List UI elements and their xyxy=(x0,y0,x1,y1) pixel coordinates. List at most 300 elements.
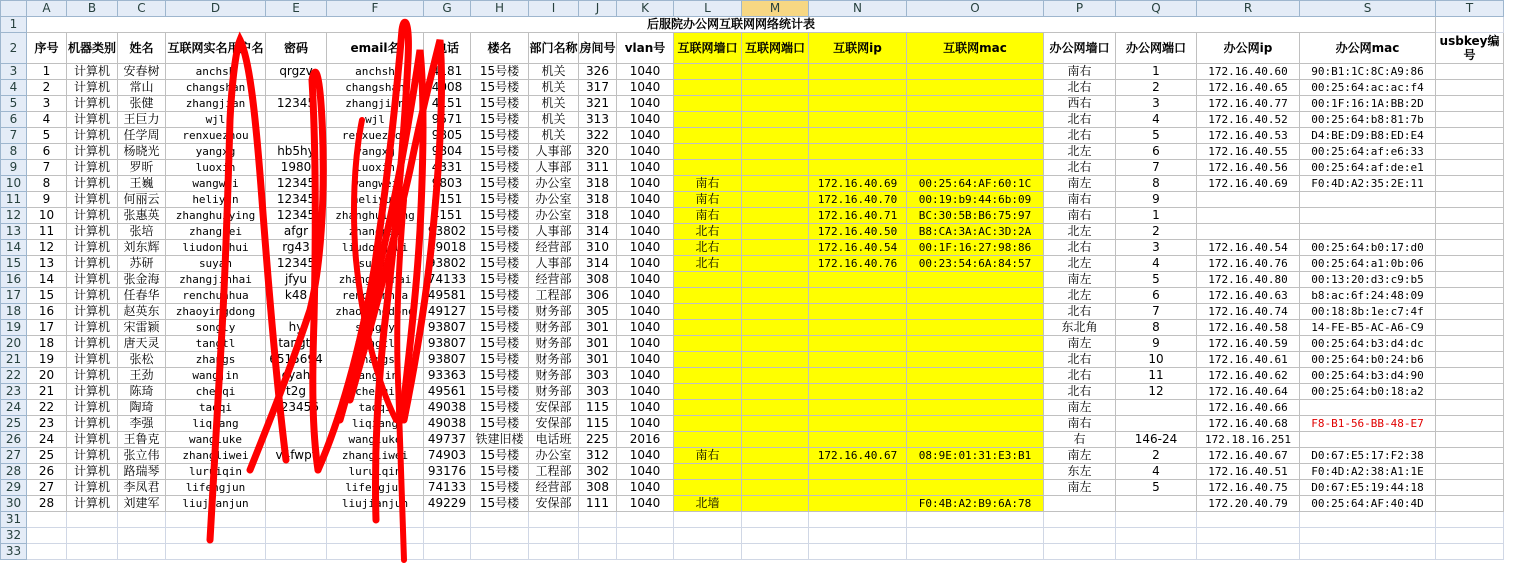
table-cell[interactable]: 计算机 xyxy=(67,272,118,288)
table-cell[interactable]: 49127 xyxy=(424,304,471,320)
row-header[interactable]: 25 xyxy=(1,416,27,432)
table-cell[interactable]: 12345 xyxy=(266,208,327,224)
table-cell[interactable]: luruiqin xyxy=(327,464,424,480)
table-cell[interactable]: 1040 xyxy=(617,192,674,208)
table-cell[interactable]: 6 xyxy=(1116,144,1197,160)
table-cell[interactable]: 74133 xyxy=(424,480,471,496)
table-cell[interactable]: 172.16.40.69 xyxy=(1197,176,1300,192)
table-cell[interactable] xyxy=(809,80,907,96)
row-header[interactable]: 9 xyxy=(1,160,27,176)
table-cell[interactable]: 14 xyxy=(27,272,67,288)
table-cell[interactable]: 172.16.40.64 xyxy=(1197,384,1300,400)
table-cell[interactable]: 1040 xyxy=(617,64,674,80)
cell[interactable] xyxy=(67,512,118,528)
table-cell[interactable]: 172.16.40.59 xyxy=(1197,336,1300,352)
table-cell[interactable] xyxy=(1436,224,1504,240)
table-cell[interactable]: 12 xyxy=(27,240,67,256)
table-cell[interactable] xyxy=(809,416,907,432)
table-cell[interactable]: renchunhua xyxy=(327,288,424,304)
table-cell[interactable]: 172.16.40.74 xyxy=(1197,304,1300,320)
table-cell[interactable]: 15号楼 xyxy=(471,448,529,464)
table-cell[interactable]: anchsh xyxy=(166,64,266,80)
table-cell[interactable]: 172.16.40.75 xyxy=(1197,480,1300,496)
table-cell[interactable]: zhangs xyxy=(327,352,424,368)
header-cell[interactable]: 互联网实名用户名 xyxy=(166,33,266,64)
header-cell[interactable]: 互联网ip xyxy=(809,33,907,64)
table-cell[interactable]: 办公室 xyxy=(529,176,579,192)
table-cell[interactable]: 18 xyxy=(27,336,67,352)
table-cell[interactable] xyxy=(809,128,907,144)
row-header[interactable]: 33 xyxy=(1,544,27,560)
cell[interactable] xyxy=(809,528,907,544)
table-cell[interactable]: liudonghui xyxy=(327,240,424,256)
table-cell[interactable]: yangxg xyxy=(166,144,266,160)
row-header[interactable]: 11 xyxy=(1,192,27,208)
table-cell[interactable] xyxy=(674,160,742,176)
table-cell[interactable]: 172.16.40.62 xyxy=(1197,368,1300,384)
table-cell[interactable]: 00:1F:16:27:98:86 xyxy=(907,240,1044,256)
table-cell[interactable] xyxy=(1436,160,1504,176)
table-cell[interactable]: 5 xyxy=(1116,272,1197,288)
table-cell[interactable] xyxy=(742,448,809,464)
table-cell[interactable]: 9805 xyxy=(424,128,471,144)
table-cell[interactable]: chenqi xyxy=(166,384,266,400)
table-cell[interactable]: F0:4B:A2:B9:6A:78 xyxy=(907,496,1044,512)
table-cell[interactable]: 路瑞琴 xyxy=(118,464,166,480)
table-cell[interactable]: 北右 xyxy=(1044,112,1116,128)
table-cell[interactable]: 右 xyxy=(1044,432,1116,448)
column-header-q[interactable]: Q xyxy=(1116,1,1197,17)
table-cell[interactable]: 12345 xyxy=(266,176,327,192)
column-header-d[interactable]: D xyxy=(166,1,266,17)
table-cell[interactable]: 172.16.40.51 xyxy=(1197,464,1300,480)
table-cell[interactable]: 财务部 xyxy=(529,320,579,336)
column-header-s[interactable]: S xyxy=(1300,1,1436,17)
table-cell[interactable]: 唐天灵 xyxy=(118,336,166,352)
table-cell[interactable]: 财务部 xyxy=(529,384,579,400)
column-header-r[interactable]: R xyxy=(1197,1,1300,17)
table-cell[interactable]: 4181 xyxy=(424,64,471,80)
table-cell[interactable]: 308 xyxy=(579,480,617,496)
table-cell[interactable] xyxy=(742,240,809,256)
cell[interactable] xyxy=(809,512,907,528)
table-cell[interactable]: 318 xyxy=(579,208,617,224)
table-cell[interactable]: 计算机 xyxy=(67,112,118,128)
table-cell[interactable]: 172.16.40.66 xyxy=(1197,400,1300,416)
table-cell[interactable] xyxy=(907,288,1044,304)
header-cell[interactable]: vlan号 xyxy=(617,33,674,64)
table-cell[interactable]: yangxg xyxy=(327,144,424,160)
cell[interactable] xyxy=(1116,528,1197,544)
table-cell[interactable]: changshan xyxy=(166,80,266,96)
table-cell[interactable] xyxy=(266,496,327,512)
column-header-h[interactable]: H xyxy=(471,1,529,17)
table-cell[interactable]: 杨晓光 xyxy=(118,144,166,160)
table-cell[interactable] xyxy=(1300,400,1436,416)
table-cell[interactable]: 经营部 xyxy=(529,480,579,496)
column-header-l[interactable]: L xyxy=(674,1,742,17)
table-cell[interactable] xyxy=(809,464,907,480)
table-cell[interactable]: 经营部 xyxy=(529,272,579,288)
table-cell[interactable]: 计算机 xyxy=(67,384,118,400)
table-cell[interactable]: 74133 xyxy=(424,272,471,288)
row-header[interactable]: 16 xyxy=(1,272,27,288)
table-cell[interactable]: 172.16.40.56 xyxy=(1197,160,1300,176)
table-cell[interactable]: zhangjian xyxy=(166,96,266,112)
table-cell[interactable] xyxy=(1436,240,1504,256)
table-cell[interactable]: taoqi xyxy=(327,400,424,416)
table-cell[interactable]: 15号楼 xyxy=(471,480,529,496)
column-header-c[interactable]: C xyxy=(118,1,166,17)
table-cell[interactable]: B8:CA:3A:AC:3D:2A xyxy=(907,224,1044,240)
column-header-j[interactable]: J xyxy=(579,1,617,17)
header-cell[interactable]: 办公网ip xyxy=(1197,33,1300,64)
row-header[interactable]: 21 xyxy=(1,352,27,368)
table-cell[interactable] xyxy=(1436,320,1504,336)
row-header[interactable]: 17 xyxy=(1,288,27,304)
cell[interactable] xyxy=(1300,544,1436,560)
table-cell[interactable]: 1040 xyxy=(617,96,674,112)
table-cell[interactable]: 计算机 xyxy=(67,320,118,336)
table-cell[interactable]: 4 xyxy=(1116,112,1197,128)
table-cell[interactable]: heliyun xyxy=(327,192,424,208)
table-cell[interactable]: zhangjinhai xyxy=(166,272,266,288)
table-cell[interactable] xyxy=(809,432,907,448)
table-cell[interactable]: 安保部 xyxy=(529,496,579,512)
table-cell[interactable] xyxy=(809,304,907,320)
table-cell[interactable]: 74903 xyxy=(424,448,471,464)
table-cell[interactable] xyxy=(907,304,1044,320)
table-cell[interactable]: 任学周 xyxy=(118,128,166,144)
table-cell[interactable]: 1 xyxy=(1116,64,1197,80)
table-cell[interactable]: 1040 xyxy=(617,400,674,416)
table-cell[interactable] xyxy=(742,480,809,496)
table-cell[interactable]: 172.20.40.79 xyxy=(1197,496,1300,512)
table-cell[interactable] xyxy=(907,464,1044,480)
table-cell[interactable]: 26 xyxy=(27,464,67,480)
table-cell[interactable]: 15号楼 xyxy=(471,128,529,144)
table-cell[interactable]: 1040 xyxy=(617,464,674,480)
table-cell[interactable] xyxy=(674,480,742,496)
table-cell[interactable]: 8 xyxy=(1116,320,1197,336)
table-cell[interactable] xyxy=(907,64,1044,80)
table-cell[interactable]: 计算机 xyxy=(67,400,118,416)
table-cell[interactable]: 安保部 xyxy=(529,416,579,432)
table-cell[interactable] xyxy=(674,464,742,480)
table-cell[interactable] xyxy=(1436,128,1504,144)
table-cell[interactable] xyxy=(907,320,1044,336)
table-cell[interactable]: 12 xyxy=(1116,384,1197,400)
table-cell[interactable] xyxy=(1116,496,1197,512)
table-cell[interactable]: 306 xyxy=(579,288,617,304)
table-cell[interactable]: 安保部 xyxy=(529,400,579,416)
table-cell[interactable]: 111 xyxy=(579,496,617,512)
table-cell[interactable]: 15号楼 xyxy=(471,176,529,192)
cell[interactable] xyxy=(1300,528,1436,544)
header-cell[interactable]: 序号 xyxy=(27,33,67,64)
table-cell[interactable]: 张培 xyxy=(118,224,166,240)
table-cell[interactable] xyxy=(1436,288,1504,304)
table-cell[interactable]: 张松 xyxy=(118,352,166,368)
table-cell[interactable]: 1040 xyxy=(617,112,674,128)
table-cell[interactable] xyxy=(1436,256,1504,272)
table-cell[interactable]: 2 xyxy=(1116,448,1197,464)
table-cell[interactable]: qrgzv xyxy=(266,64,327,80)
table-cell[interactable]: 225 xyxy=(579,432,617,448)
table-cell[interactable] xyxy=(809,496,907,512)
table-cell[interactable] xyxy=(742,464,809,480)
table-cell[interactable] xyxy=(809,288,907,304)
table-cell[interactable]: 00:25:64:ac:ac:f4 xyxy=(1300,80,1436,96)
table-cell[interactable]: cyah xyxy=(266,368,327,384)
table-cell[interactable] xyxy=(742,416,809,432)
cell[interactable] xyxy=(1044,544,1116,560)
cell[interactable] xyxy=(579,528,617,544)
table-cell[interactable]: wangwei xyxy=(327,176,424,192)
column-header-b[interactable]: B xyxy=(67,1,118,17)
table-cell[interactable]: 15号楼 xyxy=(471,96,529,112)
table-cell[interactable]: 313 xyxy=(579,112,617,128)
table-cell[interactable]: 南左 xyxy=(1044,480,1116,496)
table-cell[interactable]: 北右 xyxy=(674,240,742,256)
table-cell[interactable]: 314 xyxy=(579,224,617,240)
table-cell[interactable]: 北右 xyxy=(1044,352,1116,368)
table-cell[interactable] xyxy=(742,288,809,304)
table-cell[interactable]: 326 xyxy=(579,64,617,80)
table-cell[interactable]: 172.16.40.67 xyxy=(1197,448,1300,464)
table-cell[interactable] xyxy=(674,288,742,304)
table-cell[interactable]: taoqi xyxy=(166,400,266,416)
table-cell[interactable] xyxy=(1436,496,1504,512)
table-cell[interactable]: 北左 xyxy=(1044,224,1116,240)
table-cell[interactable]: 15号楼 xyxy=(471,80,529,96)
table-cell[interactable] xyxy=(1044,496,1116,512)
table-cell[interactable]: 刘建军 xyxy=(118,496,166,512)
table-cell[interactable]: 6 xyxy=(27,144,67,160)
table-cell[interactable]: 5 xyxy=(1116,128,1197,144)
table-cell[interactable]: 172.16.40.76 xyxy=(809,256,907,272)
row-header[interactable]: 15 xyxy=(1,256,27,272)
table-cell[interactable]: 15号楼 xyxy=(471,272,529,288)
table-cell[interactable] xyxy=(1436,464,1504,480)
table-cell[interactable]: 计算机 xyxy=(67,144,118,160)
table-cell[interactable]: 172.16.40.71 xyxy=(809,208,907,224)
table-cell[interactable]: 南右 xyxy=(1044,192,1116,208)
cell[interactable] xyxy=(266,512,327,528)
row-header[interactable]: 14 xyxy=(1,240,27,256)
table-cell[interactable]: 00:25:64:af:e6:33 xyxy=(1300,144,1436,160)
table-cell[interactable]: 93807 xyxy=(424,336,471,352)
table-cell[interactable]: 3 xyxy=(1116,240,1197,256)
table-cell[interactable] xyxy=(907,128,1044,144)
table-cell[interactable]: 北墙 xyxy=(674,496,742,512)
cell[interactable] xyxy=(1197,544,1300,560)
table-cell[interactable] xyxy=(266,128,327,144)
cell[interactable] xyxy=(742,544,809,560)
table-cell[interactable]: 工程部 xyxy=(529,464,579,480)
table-cell[interactable]: 24 xyxy=(27,432,67,448)
table-cell[interactable]: 6515694 xyxy=(266,352,327,368)
table-cell[interactable]: 6 xyxy=(1116,288,1197,304)
table-cell[interactable]: rg43 xyxy=(266,240,327,256)
table-cell[interactable]: luoxin xyxy=(327,160,424,176)
table-cell[interactable] xyxy=(1116,400,1197,416)
table-cell[interactable]: D4:BE:D9:B8:ED:E4 xyxy=(1300,128,1436,144)
table-cell[interactable]: 计算机 xyxy=(67,208,118,224)
table-cell[interactable] xyxy=(1436,400,1504,416)
column-header-g[interactable]: G xyxy=(424,1,471,17)
header-cell[interactable]: 办公网mac xyxy=(1300,33,1436,64)
table-cell[interactable]: 15号楼 xyxy=(471,384,529,400)
column-header-a[interactable]: A xyxy=(27,1,67,17)
table-cell[interactable] xyxy=(907,160,1044,176)
table-cell[interactable] xyxy=(674,144,742,160)
table-cell[interactable]: 172.16.40.69 xyxy=(809,176,907,192)
table-cell[interactable] xyxy=(674,352,742,368)
table-cell[interactable]: 安春树 xyxy=(118,64,166,80)
table-cell[interactable] xyxy=(674,112,742,128)
table-cell[interactable]: 常山 xyxy=(118,80,166,96)
table-cell[interactable]: zhanghuiying xyxy=(327,208,424,224)
table-cell[interactable]: 9 xyxy=(27,192,67,208)
cell[interactable] xyxy=(166,512,266,528)
table-cell[interactable]: 15 xyxy=(27,288,67,304)
table-cell[interactable]: 计算机 xyxy=(67,464,118,480)
table-cell[interactable] xyxy=(907,144,1044,160)
table-cell[interactable] xyxy=(907,384,1044,400)
table-cell[interactable]: 计算机 xyxy=(67,432,118,448)
table-cell[interactable]: 00:25:64:b0:18:a2 xyxy=(1300,384,1436,400)
table-cell[interactable] xyxy=(266,480,327,496)
table-cell[interactable]: t2g xyxy=(266,384,327,400)
table-cell[interactable]: 1040 xyxy=(617,416,674,432)
table-cell[interactable]: 计算机 xyxy=(67,192,118,208)
table-cell[interactable] xyxy=(809,352,907,368)
table-cell[interactable]: 罗昕 xyxy=(118,160,166,176)
table-cell[interactable]: 3 xyxy=(1116,96,1197,112)
table-cell[interactable]: 15号楼 xyxy=(471,352,529,368)
table-cell[interactable]: 301 xyxy=(579,352,617,368)
table-cell[interactable]: 15号楼 xyxy=(471,416,529,432)
table-cell[interactable]: 人事部 xyxy=(529,144,579,160)
table-cell[interactable]: 机关 xyxy=(529,112,579,128)
table-cell[interactable]: 经营部 xyxy=(529,240,579,256)
row-header[interactable]: 29 xyxy=(1,480,27,496)
cell[interactable] xyxy=(166,528,266,544)
row-header[interactable]: 31 xyxy=(1,512,27,528)
table-cell[interactable]: 00:25:64:b3:d4:90 xyxy=(1300,368,1436,384)
table-cell[interactable] xyxy=(907,416,1044,432)
table-cell[interactable] xyxy=(742,160,809,176)
table-cell[interactable] xyxy=(742,224,809,240)
table-cell[interactable] xyxy=(907,480,1044,496)
table-cell[interactable]: 张惠英 xyxy=(118,208,166,224)
table-cell[interactable] xyxy=(742,400,809,416)
table-cell[interactable]: 301 xyxy=(579,320,617,336)
header-cell[interactable]: 姓名 xyxy=(118,33,166,64)
table-cell[interactable] xyxy=(907,352,1044,368)
row-header[interactable]: 19 xyxy=(1,320,27,336)
header-cell[interactable]: 密码 xyxy=(266,33,327,64)
cell[interactable] xyxy=(1436,512,1504,528)
table-cell[interactable] xyxy=(266,416,327,432)
cell[interactable] xyxy=(907,528,1044,544)
table-cell[interactable]: luruiqin xyxy=(166,464,266,480)
table-cell[interactable]: 00:18:8b:1e:c7:4f xyxy=(1300,304,1436,320)
table-cell[interactable]: 4151 xyxy=(424,96,471,112)
row-header[interactable]: 1 xyxy=(1,17,27,33)
table-cell[interactable]: wangjin xyxy=(166,368,266,384)
table-cell[interactable]: songly xyxy=(166,320,266,336)
table-cell[interactable]: 北右 xyxy=(1044,304,1116,320)
table-cell[interactable]: 4 xyxy=(1116,256,1197,272)
table-cell[interactable] xyxy=(1436,112,1504,128)
table-cell[interactable]: 北右 xyxy=(1044,160,1116,176)
table-cell[interactable]: 1040 xyxy=(617,384,674,400)
table-cell[interactable]: 00:25:64:b0:24:b6 xyxy=(1300,352,1436,368)
table-cell[interactable]: 计算机 xyxy=(67,160,118,176)
row-header[interactable]: 23 xyxy=(1,384,27,400)
column-header-e[interactable]: E xyxy=(266,1,327,17)
table-cell[interactable]: F8-B1-56-BB-48-E7 xyxy=(1300,416,1436,432)
table-cell[interactable]: k48 xyxy=(266,288,327,304)
table-cell[interactable]: 20 xyxy=(27,368,67,384)
table-cell[interactable] xyxy=(1197,208,1300,224)
table-cell[interactable] xyxy=(1436,192,1504,208)
table-cell[interactable]: 172.16.40.80 xyxy=(1197,272,1300,288)
table-cell[interactable]: 172.16.40.54 xyxy=(1197,240,1300,256)
cell[interactable] xyxy=(471,528,529,544)
cell[interactable] xyxy=(266,528,327,544)
table-cell[interactable]: 25 xyxy=(27,448,67,464)
table-cell[interactable]: 南右 xyxy=(674,208,742,224)
row-header[interactable]: 7 xyxy=(1,128,27,144)
row-header[interactable]: 27 xyxy=(1,448,27,464)
table-cell[interactable]: heliyun xyxy=(166,192,266,208)
table-cell[interactable]: 00:13:20:d3:c9:b5 xyxy=(1300,272,1436,288)
cell[interactable] xyxy=(471,544,529,560)
table-cell[interactable] xyxy=(907,272,1044,288)
table-cell[interactable]: changshan xyxy=(327,80,424,96)
table-cell[interactable] xyxy=(266,80,327,96)
table-cell[interactable]: 17 xyxy=(27,320,67,336)
table-cell[interactable]: 宋雷颖 xyxy=(118,320,166,336)
table-cell[interactable]: 1040 xyxy=(617,160,674,176)
table-cell[interactable]: 1 xyxy=(27,64,67,80)
table-cell[interactable]: 9 xyxy=(1116,336,1197,352)
table-cell[interactable]: 计算机 xyxy=(67,256,118,272)
table-cell[interactable]: wangluke xyxy=(166,432,266,448)
table-cell[interactable]: zhangpei xyxy=(166,224,266,240)
table-cell[interactable]: 93176 xyxy=(424,464,471,480)
table-cell[interactable]: 312 xyxy=(579,448,617,464)
table-cell[interactable]: 15号楼 xyxy=(471,400,529,416)
table-cell[interactable]: zhangs xyxy=(166,352,266,368)
table-cell[interactable]: 318 xyxy=(579,176,617,192)
cell[interactable] xyxy=(118,528,166,544)
table-cell[interactable]: 张立伟 xyxy=(118,448,166,464)
table-cell[interactable] xyxy=(1436,272,1504,288)
table-cell[interactable] xyxy=(1300,208,1436,224)
table-cell[interactable]: 陈琦 xyxy=(118,384,166,400)
table-cell[interactable]: 计算机 xyxy=(67,80,118,96)
table-cell[interactable]: 机关 xyxy=(529,128,579,144)
table-cell[interactable] xyxy=(907,400,1044,416)
table-cell[interactable]: 93802 xyxy=(424,224,471,240)
table-cell[interactable] xyxy=(674,368,742,384)
cell[interactable] xyxy=(742,512,809,528)
table-cell[interactable]: 王巨力 xyxy=(118,112,166,128)
